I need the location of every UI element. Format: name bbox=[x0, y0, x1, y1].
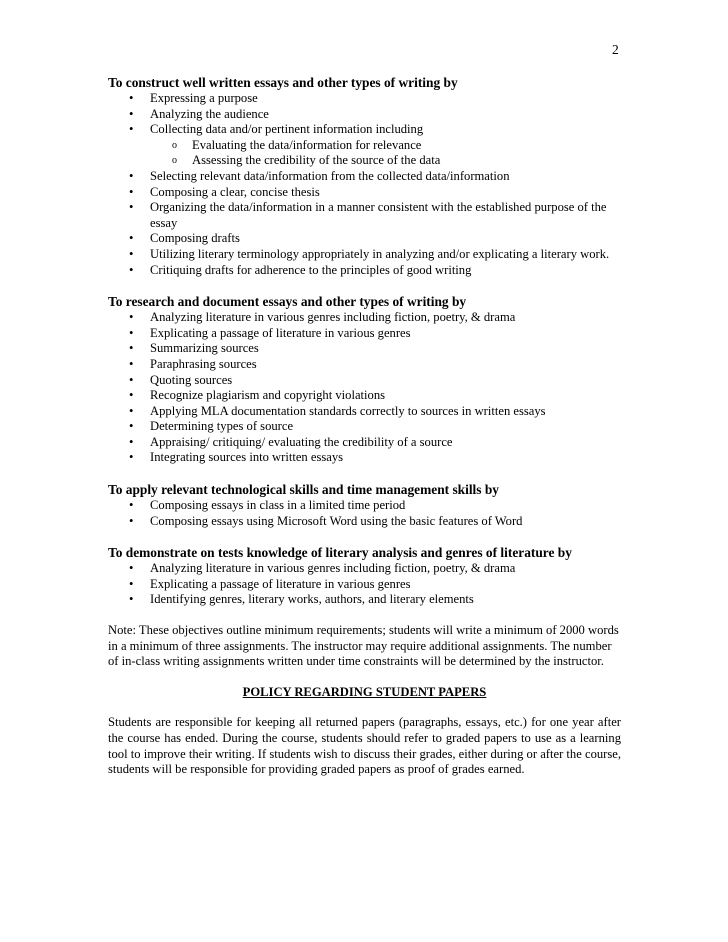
list-item-text: Analyzing literature in various genres including fiction, poetry, & drama bbox=[150, 310, 516, 325]
list-item bbox=[108, 435, 621, 451]
section-heading: To research and document essays and other types of writing by bbox=[108, 294, 467, 310]
bullet-list bbox=[108, 310, 621, 466]
bullet-icon: • bbox=[129, 122, 134, 137]
bullet-list bbox=[108, 561, 621, 608]
list-item bbox=[108, 404, 621, 420]
sub-list-item bbox=[150, 153, 621, 169]
bullet-icon: • bbox=[129, 498, 134, 513]
circle-bullet-icon: o bbox=[172, 155, 177, 167]
list-item bbox=[108, 388, 621, 404]
bullet-icon: • bbox=[129, 419, 134, 434]
list-item-text: Recognize plagiarism and copyright violations bbox=[150, 388, 386, 403]
list-item bbox=[108, 326, 621, 342]
list-item bbox=[108, 185, 621, 201]
bullet-icon: • bbox=[129, 372, 134, 387]
list-item bbox=[108, 91, 621, 107]
sub-list-item-text: Assessing the credibility of the source of the data bbox=[192, 153, 441, 168]
list-item bbox=[108, 514, 621, 530]
list-item-text: Quoting sources bbox=[150, 372, 233, 387]
bullet-icon: • bbox=[129, 246, 134, 261]
list-item-text: Paraphrasing sources bbox=[150, 356, 257, 371]
bullet-icon: • bbox=[129, 184, 134, 199]
list-item-text: Composing essays in class in a limited time period bbox=[150, 498, 406, 513]
bullet-icon: • bbox=[129, 91, 134, 105]
list-item bbox=[108, 263, 621, 279]
list-item bbox=[108, 592, 621, 608]
list-item bbox=[108, 341, 621, 357]
list-item-text: Collecting data and/or pertinent information including bbox=[150, 122, 424, 137]
circle-bullet-icon: o bbox=[172, 139, 177, 151]
list-item-text: Composing drafts bbox=[150, 231, 240, 246]
list-item-text: Organizing the data/information in a manner consistent with the established purpose of the essay bbox=[150, 200, 607, 230]
section-heading: To demonstrate on tests knowledge of literary analysis and genres of literature by bbox=[108, 545, 572, 561]
bullet-icon: • bbox=[129, 592, 134, 607]
list-item-text: Utilizing literary terminology appropriately in analyzing and/or explicating a literary work. bbox=[150, 246, 610, 261]
list-item-text: Expressing a purpose bbox=[150, 91, 258, 105]
sub-list-item bbox=[150, 138, 621, 154]
bullet-icon: • bbox=[129, 106, 134, 121]
bullet-icon: • bbox=[129, 388, 134, 403]
list-item-text: Integrating sources into written essays bbox=[150, 450, 344, 465]
list-item-text: Explicating a passage of literature in various genres bbox=[150, 576, 411, 591]
list-item bbox=[108, 373, 621, 389]
sub-list-item-text: Evaluating the data/information for relevance bbox=[192, 137, 422, 152]
bullet-list bbox=[108, 498, 621, 529]
list-item-text: Explicating a passage of literature in various genres bbox=[150, 325, 411, 340]
bullet-icon: • bbox=[129, 561, 134, 576]
bullet-icon: • bbox=[129, 262, 134, 277]
list-item bbox=[108, 450, 621, 466]
list-item-text: Analyzing the audience bbox=[150, 106, 269, 121]
sub-list bbox=[150, 138, 621, 169]
bullet-icon: • bbox=[129, 450, 134, 465]
list-item-text: Determining types of source bbox=[150, 419, 294, 434]
list-item-text: Composing essays using Microsoft Word using the basic features of Word bbox=[150, 513, 523, 528]
list-item bbox=[108, 498, 621, 514]
list-item bbox=[108, 200, 621, 231]
page-number: 2 bbox=[612, 42, 619, 57]
list-item bbox=[108, 419, 621, 435]
list-item-text: Selecting relevant data/information from the collected data/information bbox=[150, 168, 510, 183]
list-item bbox=[108, 247, 621, 263]
list-item bbox=[108, 310, 621, 326]
bullet-icon: • bbox=[129, 403, 134, 418]
list-item-text: Analyzing literature in various genres including fiction, poetry, & drama bbox=[150, 561, 516, 576]
list-item-text: Critiquing drafts for adherence to the principles of good writing bbox=[150, 262, 472, 277]
bullet-icon: • bbox=[129, 168, 134, 183]
list-item bbox=[108, 122, 621, 169]
list-item-text: Summarizing sources bbox=[150, 341, 259, 356]
policy-paragraph: Students are responsible for keeping all returned papers (paragraphs, essays, etc.) for one year after the course has ended. During the course, students should refer to graded papers to use as a learning tool to improve their writing. If students wish to discuss their grades, either during or after the course, students will be responsible for providing graded papers as proof of grades earned. bbox=[108, 715, 621, 777]
section-heading: To construct well written essays and other types of writing by bbox=[108, 75, 458, 90]
bullet-icon: • bbox=[129, 231, 134, 246]
bullet-icon: • bbox=[129, 434, 134, 449]
note-paragraph: Note: These objectives outline minimum requirements; students will write a minimum of 2000 words in a minimum of three assignments. The instructor may require additional assignments. The number of in-class writing assignments written under time constraints will be determined by the instructor. bbox=[108, 623, 619, 669]
bullet-icon: • bbox=[129, 310, 134, 325]
bullet-icon: • bbox=[129, 325, 134, 340]
bullet-icon: • bbox=[129, 576, 134, 591]
policy-title: POLICY REGARDING STUDENT PAPERS bbox=[242, 684, 487, 699]
list-item bbox=[108, 169, 621, 185]
list-item bbox=[108, 577, 621, 593]
section-heading: To apply relevant technological skills and time management skills by bbox=[108, 482, 499, 498]
bullet-icon: • bbox=[129, 513, 134, 528]
list-item bbox=[108, 231, 621, 247]
bullet-icon: • bbox=[129, 356, 134, 371]
document-body bbox=[108, 74, 621, 778]
list-item-text: Identifying genres, literary works, authors, and literary elements bbox=[150, 592, 474, 607]
bullet-icon: • bbox=[129, 200, 134, 215]
list-item-text: Appraising/ critiquing/ evaluating the credibility of a source bbox=[150, 434, 453, 449]
list-item-text: Composing a clear, concise thesis bbox=[150, 184, 320, 199]
objectives-sections bbox=[108, 74, 621, 608]
bullet-list bbox=[108, 91, 621, 278]
list-item bbox=[108, 357, 621, 373]
list-item bbox=[108, 107, 621, 123]
bullet-icon: • bbox=[129, 341, 134, 356]
list-item bbox=[108, 561, 621, 577]
list-item-text: Applying MLA documentation standards correctly to sources in written essays bbox=[150, 403, 546, 418]
